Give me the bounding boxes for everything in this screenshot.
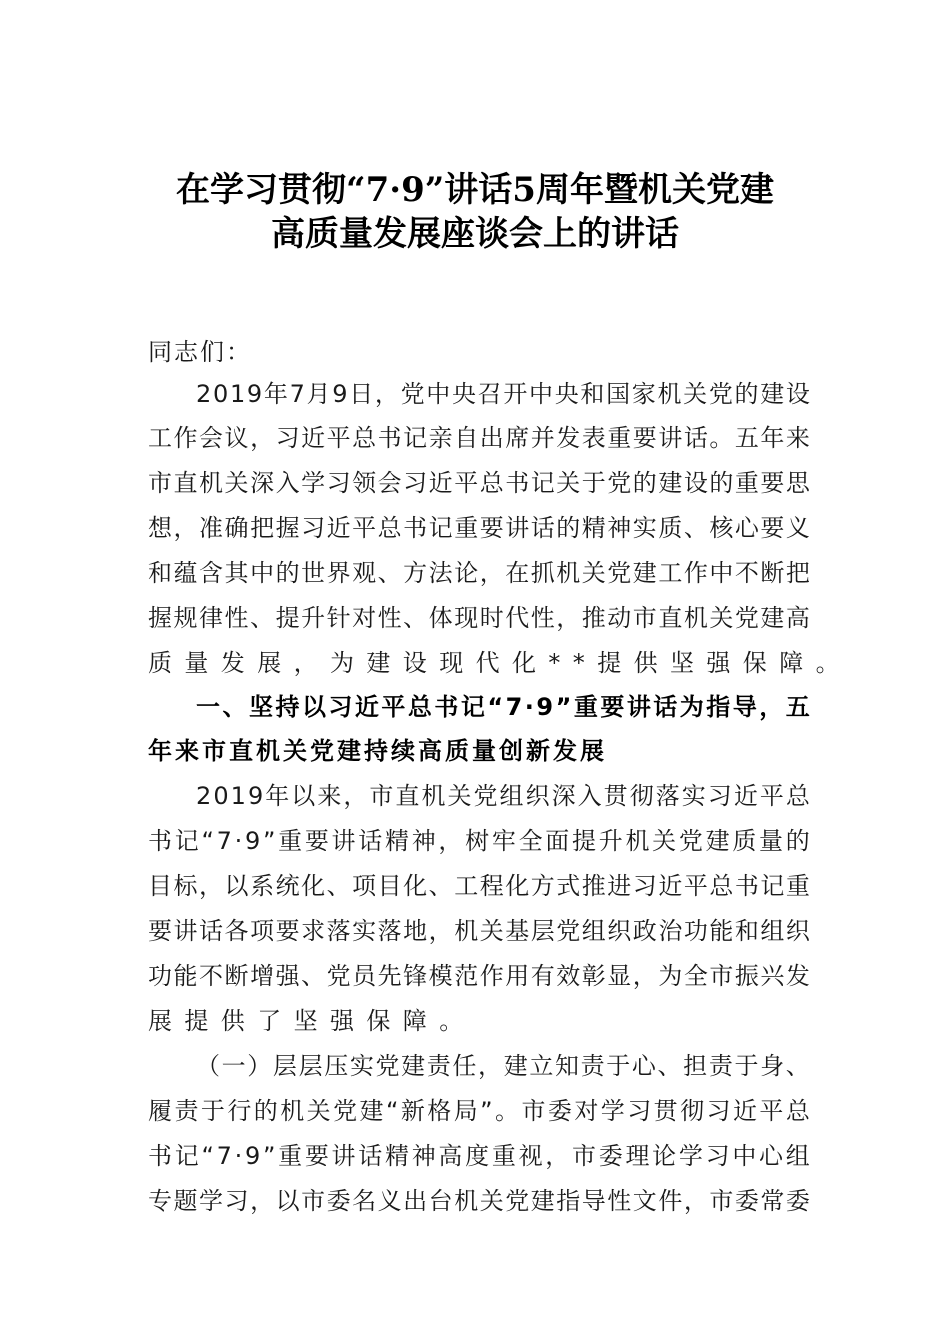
body-line: 质量发展，为建设现代化**提供坚强保障。 <box>148 649 852 677</box>
body-line: 功 能 不 断 增 强 、 党 员 先 锋 模 范 作 用 有 效 彰 显 ， 为 全 市 振 兴 发 <box>148 962 810 990</box>
body-line: 书 记 “ 7 · 9 ” 重 要 讲 话 精 神 ， 树 牢 全 面 提 升 机 关 党 建 质 量 的 <box>148 827 810 855</box>
body-line: 展提供了坚强保障。 <box>148 1007 476 1035</box>
section-heading-line: 一 、 坚 持 以 习 近 平 总 书 记 “ 7 · 9 ” 重 要 讲 话 为 指 导 ， 五 <box>196 693 810 721</box>
document-title-line-1: 在学习贯彻“7·9”讲话5周年暨机关党建 <box>176 170 774 210</box>
body-line: 书 记 “ 7 · 9 ” 重 要 讲 话 精 神 高 度 重 视 ， 市 委 理 论 学 习 中 心 组 <box>148 1142 810 1170</box>
body-line: 目 标 ， 以 系 统 化 、 项 目 化 、 工 程 化 方 式 推 进 习 近 平 总 书 记 重 <box>148 872 810 900</box>
section-heading-line: 年来市直机关党建持续高质量创新发展 <box>148 737 607 765</box>
salutation: 同志们： <box>148 338 252 366</box>
body-line: 专 题 学 习 ， 以 市 委 名 义 出 台 机 关 党 建 指 导 性 文 件 ， 市 委 常 委 <box>148 1187 810 1215</box>
body-line: 想 ， 准 确 把 握 习 近 平 总 书 记 重 要 讲 话 的 精 神 实 质 、 核 心 要 义 <box>148 514 810 542</box>
body-line: 2 0 1 9 年 以 来 ， 市 直 机 关 党 组 织 深 入 贯 彻 落 实 习 近 平 总 <box>196 782 810 810</box>
body-line: 和 蕴 含 其 中 的 世 界 观 、 方 法 论 ， 在 抓 机 关 党 建 工 作 中 不 断 把 <box>148 559 810 587</box>
body-line: 市 直 机 关 深 入 学 习 领 会 习 近 平 总 书 记 关 于 党 的 建 设 的 重 要 思 <box>148 469 810 497</box>
subsection-heading-line: （ 一 ） 层 层 压 实 党 建 责 任 ， 建 立 知 责 于 心 、 担 责 于 身 、 <box>196 1052 810 1080</box>
document-title-line-2: 高质量发展座谈会上的讲话 <box>271 214 679 254</box>
body-line: 工 作 会 议 ， 习 近 平 总 书 记 亲 自 出 席 并 发 表 重 要 讲 话 。 五 年 来 <box>148 424 810 452</box>
body-line: 2 0 1 9 年 7 月 9 日 ， 党 中 央 召 开 中 央 和 国 家 机 关 党 的 建 设 <box>196 380 810 408</box>
body-line: 握 规 律 性 、 提 升 针 对 性 、 体 现 时 代 性 ， 推 动 市 直 机 关 党 建 高 <box>148 604 810 632</box>
body-line: 履 责 于 行 的 机 关 党 建 “ 新 格 局 ” 。 市 委 对 学 习 贯 彻 习 近 平 总 <box>148 1097 810 1125</box>
body-line: 要 讲 话 各 项 要 求 落 实 落 地 ， 机 关 基 层 党 组 织 政 治 功 能 和 组 织 <box>148 917 810 945</box>
